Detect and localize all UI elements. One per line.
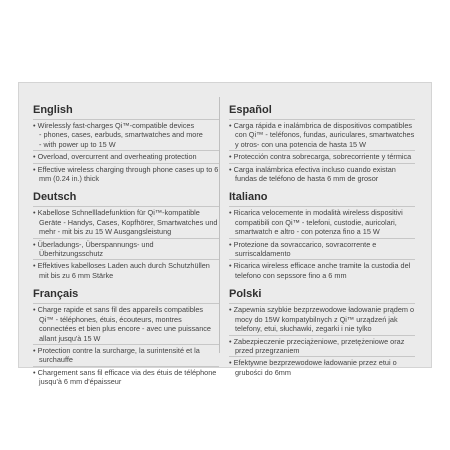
section-polski — [229, 287, 415, 378]
feature-item: • Chargement sans fil efficace via des étuis de téléphone jusqu'à 6 mm d'épaisseur — [33, 366, 219, 388]
section-espanol — [229, 103, 415, 184]
section-heading: Deutsch — [33, 191, 77, 204]
feature-item: • Wirelessly fast-charges Qi™-compatible devices - phones, cases, earbuds, smartwatches and more - with power up to 15 W — [33, 119, 219, 150]
section-heading: Italiano — [229, 191, 268, 204]
section-heading: Polski — [229, 288, 262, 301]
feature-item: • Überladungs-, Überspannungs- und Überhitzungsschutz — [33, 238, 219, 260]
column-divider — [219, 97, 220, 353]
section-heading: English — [33, 104, 73, 116]
feature-item: • Zabezpieczenie przeciążeniowe, przetężeniowe oraz przed przegrzaniem — [229, 335, 415, 357]
section-heading: Français — [33, 288, 79, 301]
section-deutsch — [33, 190, 219, 281]
feature-item: • Ricarica velocemente in modalità wireless dispositivi compatibili con Qi™ - telefoni, custodie, auricolari, smartwatch e altro - con potenza fino a 15 W — [229, 206, 415, 237]
feature-item: • Efektywne bezprzewodowe ładowanie przez etui o grubości do 6mm — [229, 356, 415, 378]
feature-item: • Carga rápida e inalámbrica de dispositivos compatibles con Qi™ - teléfonos, fundas, auriculares, smartwatches y otros- con una potencia de hasta 15 W — [229, 119, 415, 150]
feature-item: • Kabellose Schnellladefunktion für Qi™-kompatible Geräte - Handys, Cases, Kopfhörer, Smartwatches und mehr - mit bis zu 15 W Ausgangsleistung — [33, 206, 219, 237]
feature-item: • Zapewnia szybkie bezprzewodowe ładowanie prądem o mocy do 15W kompatybilnych z Qi™ urządzeń jak telefony, etui, słuchawki, zegarki i nie tylko — [229, 303, 415, 334]
feature-item: • Effective wireless charging through phone cases up to 6 mm (0.24 in.) thick — [33, 163, 219, 185]
left-column — [33, 103, 219, 394]
feature-item: • Charge rapide et sans fil des appareils compatibles Qi™ - téléphones, étuis, écouteurs, montres connectées et bien plus encore - avec une puissance allant jusqu'à 15 W — [33, 303, 219, 344]
instruction-card — [18, 82, 432, 387]
feature-item: • Protection contre la surcharge, la surintensité et la surchauffe — [33, 344, 219, 366]
feature-item: • Protección contra sobrecarga, sobrecorriente y térmica — [229, 150, 415, 162]
feature-item: • Overload, overcurrent and overheating protection — [33, 150, 219, 162]
section-english — [33, 103, 219, 184]
section-heading: Español — [229, 104, 272, 116]
feature-item: • Protezione da sovraccarico, sovracorrente e surriscaldamento — [229, 238, 415, 260]
feature-item: • Effektives kabelloses Laden auch durch Schutzhüllen mit bis zu 6 mm Stärke — [33, 259, 219, 281]
feature-item: • Ricarica wireless efficace anche tramite la custodia del telefono con sepssore fino a 6 mm — [229, 259, 415, 281]
section-francais — [33, 287, 219, 387]
section-italiano — [229, 190, 415, 281]
right-column — [229, 103, 415, 384]
feature-item: • Carga inalámbrica efectiva incluso cuando existan fundas de teléfono de hasta 6 mm de grosor — [229, 163, 415, 185]
